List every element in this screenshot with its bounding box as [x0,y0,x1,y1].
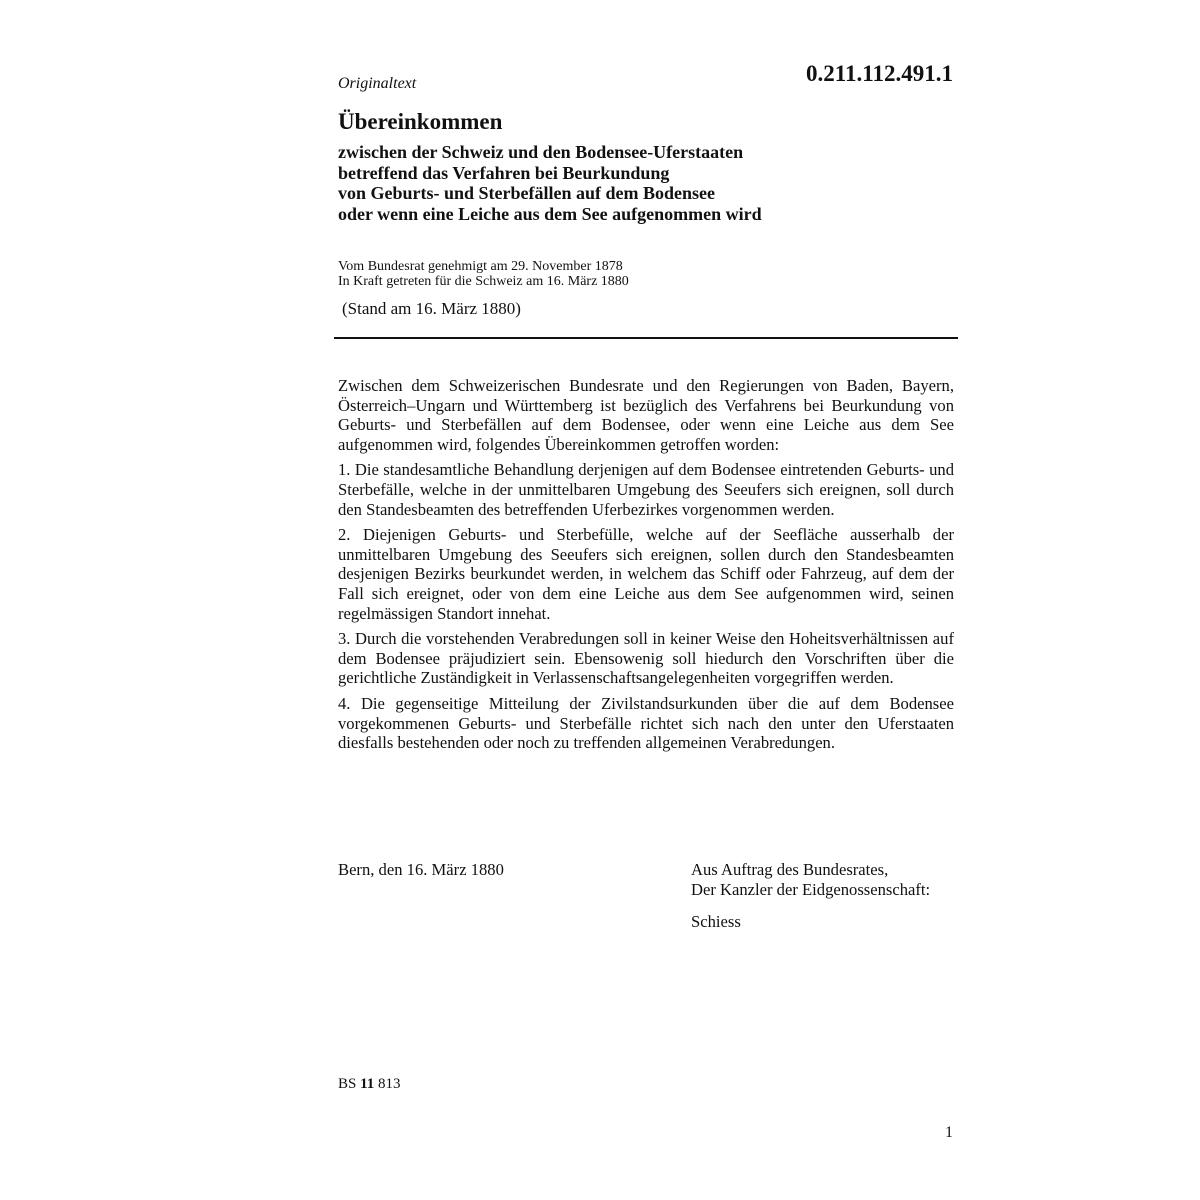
document-title: Übereinkommen [338,109,503,134]
signatory-name: Schiess [691,912,741,931]
source-page: 813 [378,1076,401,1092]
subtitle-line: betreffend das Verfahren bei Beurkundung [338,162,670,183]
place-and-date: Bern, den 16. März 1880 [338,860,504,879]
enactment-info [338,259,629,289]
approval-date: Vom Bundesrat genehmigt am 29. November 1878 [338,259,623,274]
originaltext-label: Originaltext [338,75,417,92]
status-date: (Stand am 16. März 1880) [342,299,521,318]
source-prefix: BS [338,1076,357,1092]
article-3: 3. Durch die vorstehenden Verabredungen soll in keiner Weise den Hoheitsverhältnissen auf dem Bodensee präjudiziert sein. Ebensowenig soll hiedurch den Vorschriften über die gerichtliche Zuständigkeit in Verlassenschaftsangelegenheiten vorgegriffen werden. [338,629,954,688]
sr-number: 0.211.112.491.1 [806,61,953,86]
subtitle-line: zwischen der Schweiz und den Bodensee-Uferstaaten [338,142,744,162]
chancellor-line: Der Kanzler der Eidgenossenschaft: [691,880,931,899]
header-divider [334,337,958,339]
in-force-date: In Kraft getreten für die Schweiz am 16. März 1880 [338,274,629,289]
source-volume: 11 [360,1076,375,1092]
subtitle-line: von Geburts- und Sterbefällen auf dem Bodensee [338,183,716,203]
document-body [338,376,954,759]
authority-line: Aus Auftrag des Bundesrates, [691,860,889,879]
document-subtitle [338,142,958,224]
source-reference [338,1075,401,1093]
subtitle-line: oder wenn eine Leiche aus dem See aufgenommen wird [338,203,762,224]
preamble-paragraph: Zwischen dem Schweizerischen Bundesrate und den Regierungen von Baden, Bayern, Österreich–Ungarn und Württemberg ist bezüglich des Verfahrens bei Beurkundung von Geburts- und Sterbefällen auf dem Bodensee, oder wenn eine Leiche aus dem See aufgenommen wird, folgendes Übereinkommen getroffen worden: [338,376,954,454]
page-number: 1 [945,1124,953,1141]
article-2: 2. Diejenigen Geburts- und Sterbefülle, welche auf der Seefläche ausserhalb der unmittelbaren Umgebung des Seeufers sich ereignen, sollen durch den Standesbeamten desjenigen Bezirks beurkundet werden, in welchem das Schiff oder Fahrzeug, auf dem der Fall sich ereignet, oder von dem eine Leiche aus dem See aufgenommen wird, seinen regelmässigen Standort innehat. [338,525,954,623]
article-4: 4. Die gegenseitige Mitteilung der Zivilstandsurkunden über die auf dem Bodensee vorgekommenen Geburts- und Sterbefälle richtet sich nach den unter den Uferstaaten diesfalls bestehenden oder noch zu treffenden allgemeinen Verabredungen. [338,693,954,753]
signature-block [691,860,930,932]
article-1: 1. Die standesamtliche Behandlung derjenigen auf dem Bodensee eintretenden Geburts- und Sterbefälle, welche in der unmittelbaren Umgebung des Seeufers sich ereignen, soll durch den Standesbeamten des betreffenden Uferbezirkes vorgenommen werden. [338,460,954,519]
